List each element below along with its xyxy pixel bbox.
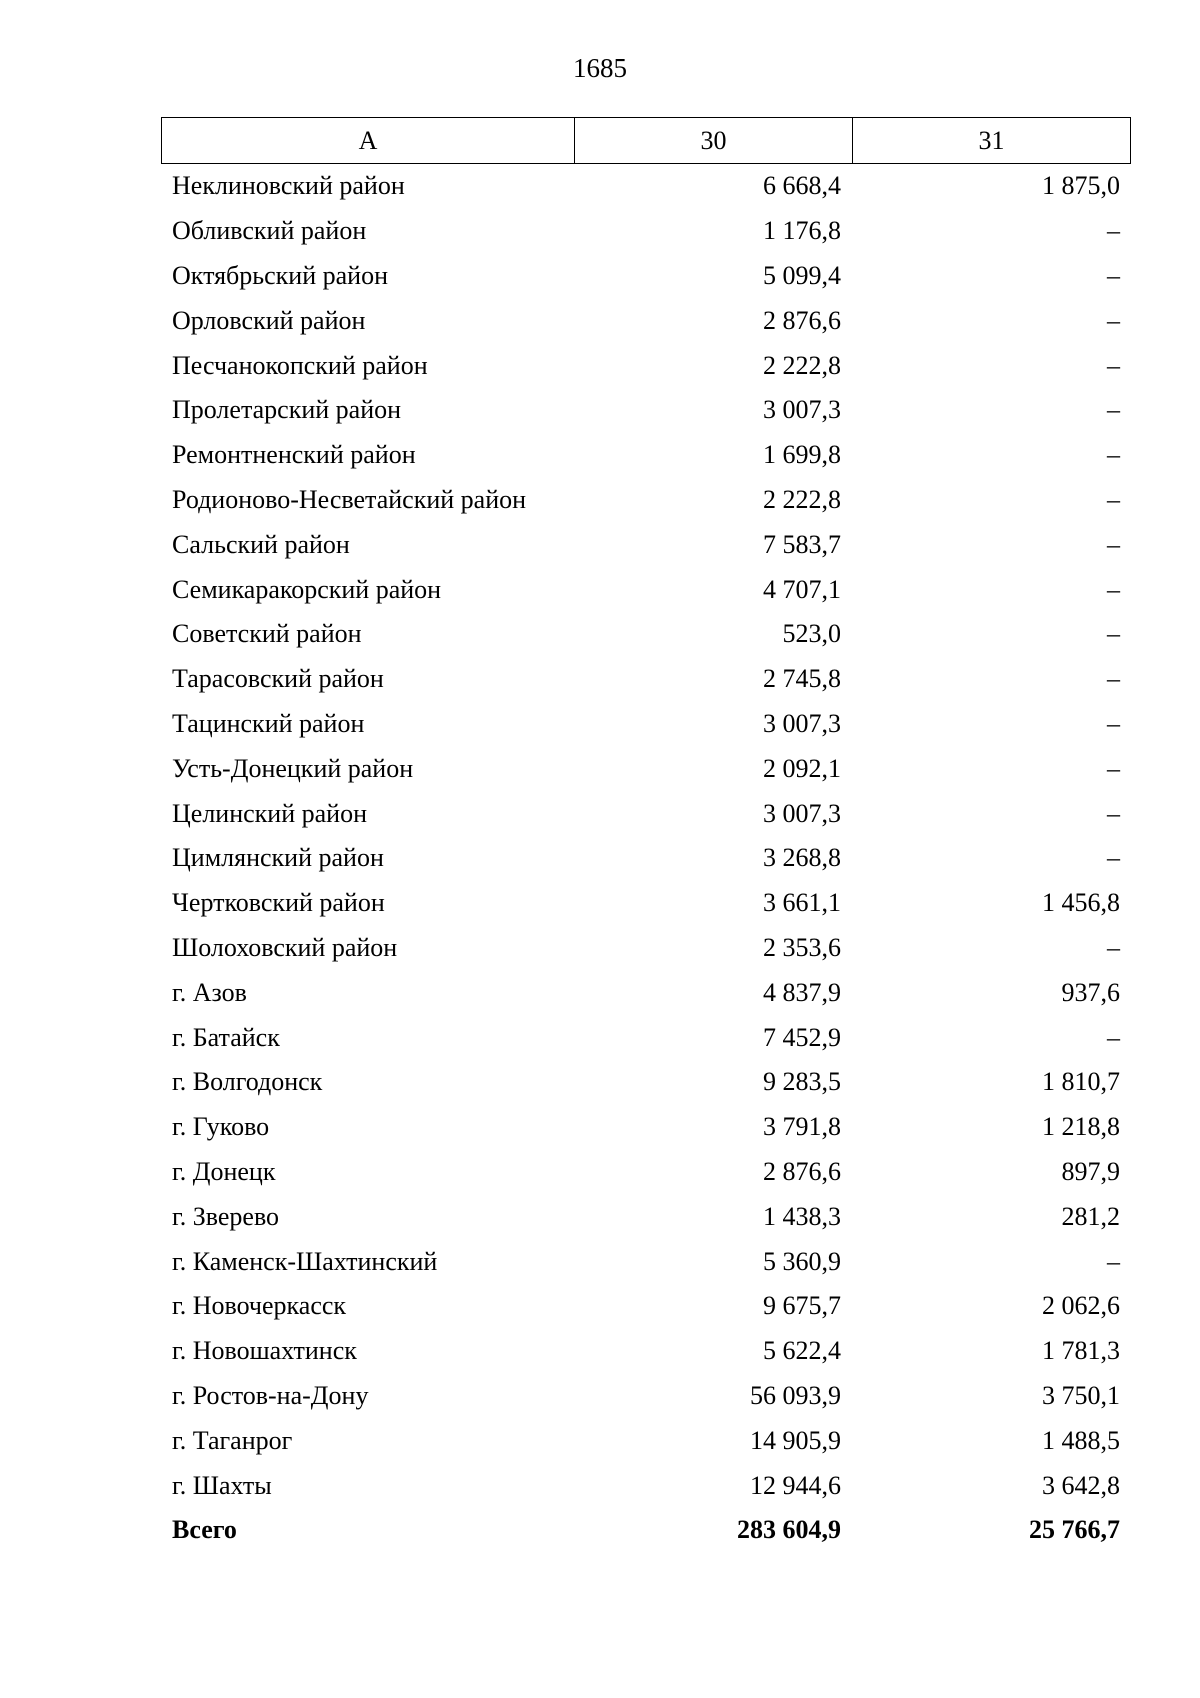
row-name: г. Новочеркасск: [172, 1291, 347, 1321]
row-name: Цимлянский район: [172, 843, 384, 873]
row-value-31: 1 456,8: [1042, 888, 1120, 918]
row-name: г. Зверево: [172, 1201, 280, 1231]
table-row: [161, 1060, 1131, 1105]
row-value-31: 1 810,7: [1042, 1067, 1120, 1097]
table-row: [161, 1374, 1131, 1419]
table-row: [161, 433, 1131, 478]
row-name: г. Шахты: [172, 1470, 272, 1500]
row-name: г. Азов: [172, 977, 247, 1007]
row-value-31: –: [1107, 798, 1120, 828]
header-col-30: 30: [575, 118, 853, 163]
row-value-30: 9 283,5: [763, 1067, 841, 1097]
row-value-31: 1 218,8: [1042, 1112, 1120, 1142]
row-value-31: 281,2: [1061, 1201, 1120, 1231]
row-name: Ремонтненский район: [172, 440, 416, 470]
row-value-31: –: [1107, 260, 1120, 290]
page-number: 1685: [573, 53, 627, 83]
row-value-30: 9 675,7: [763, 1291, 841, 1321]
row-name: Сальский район: [172, 529, 350, 559]
table-header: [161, 117, 1131, 164]
row-value-30: 56 093,9: [750, 1380, 841, 1410]
table-total-row: [161, 1508, 1131, 1553]
row-name: Тарасовский район: [172, 664, 384, 694]
row-value-31: –: [1107, 350, 1120, 380]
table-row: [161, 522, 1131, 567]
table-row: [161, 343, 1131, 388]
row-name: Семикаракорский район: [172, 574, 442, 604]
row-name: Песчанокопский район: [172, 350, 428, 380]
row-value-31: 937,6: [1061, 977, 1120, 1007]
table-row: [161, 1463, 1131, 1508]
row-value-31: –: [1107, 1022, 1120, 1052]
row-value-31: –: [1107, 305, 1120, 335]
table-row: [161, 478, 1131, 523]
row-value-30: 14 905,9: [750, 1425, 841, 1455]
row-value-30: 4 837,9: [763, 977, 841, 1007]
table-row: [161, 881, 1131, 926]
row-name: Чертковский район: [172, 888, 385, 918]
row-name: Обливский район: [172, 216, 367, 246]
table-row: [161, 1329, 1131, 1374]
row-value-30: 2 876,6: [763, 305, 841, 335]
row-value-30: 3 007,3: [763, 395, 841, 425]
row-value-31: –: [1107, 843, 1120, 873]
row-name: г. Гуково: [172, 1112, 270, 1142]
row-value-31: –: [1107, 1246, 1120, 1276]
row-value-30: 1 438,3: [763, 1201, 841, 1231]
table-row: [161, 164, 1131, 209]
row-value-30: 2 222,8: [763, 350, 841, 380]
row-name: г. Донецк: [172, 1156, 276, 1186]
row-value-30: 2 353,6: [763, 932, 841, 962]
header-col-31: 31: [978, 125, 1005, 155]
row-name: Тацинский район: [172, 708, 365, 738]
row-value-30: 2 876,6: [763, 1156, 841, 1186]
row-value-31: 1 488,5: [1042, 1425, 1120, 1455]
table-row: [161, 791, 1131, 836]
row-name: Шолоховский район: [172, 932, 398, 962]
table-row: [161, 970, 1131, 1015]
row-name: Усть-Донецкий район: [172, 753, 414, 783]
table-row: [161, 1150, 1131, 1195]
row-name: г. Ростов-на-Дону: [172, 1380, 369, 1410]
total-value-30: 283 604,9: [737, 1515, 841, 1545]
row-value-31: 3 642,8: [1042, 1470, 1120, 1500]
table-row: [161, 1194, 1131, 1239]
row-name: г. Волгодонск: [172, 1067, 323, 1097]
row-value-30: 3 661,1: [763, 888, 841, 918]
table-row: [161, 388, 1131, 433]
row-value-30: 2 092,1: [763, 753, 841, 783]
table-row: [161, 836, 1131, 881]
row-value-30: 523,0: [782, 619, 841, 649]
row-value-31: –: [1107, 664, 1120, 694]
table-row: [161, 1105, 1131, 1150]
row-value-31: 1 781,3: [1042, 1336, 1120, 1366]
row-value-31: –: [1107, 932, 1120, 962]
table-row: [161, 1284, 1131, 1329]
table-row: [161, 657, 1131, 702]
table-row: [161, 926, 1131, 971]
row-name: Целинский район: [172, 798, 367, 828]
row-name: Советский район: [172, 619, 362, 649]
table-row: [161, 702, 1131, 747]
table-row: [161, 1239, 1131, 1284]
row-value-30: 3 791,8: [763, 1112, 841, 1142]
row-value-30: 2 222,8: [763, 484, 841, 514]
row-name: Орловский район: [172, 305, 366, 335]
row-value-30: 1 699,8: [763, 440, 841, 470]
table-row: [161, 746, 1131, 791]
table-row: [161, 298, 1131, 343]
row-name: г. Новошахтинск: [172, 1336, 357, 1366]
table-row: [161, 1418, 1131, 1463]
total-label: Всего: [172, 1515, 237, 1545]
row-name: Пролетарский район: [172, 395, 402, 425]
row-value-30: 6 668,4: [763, 171, 841, 201]
header-col-a: А: [162, 118, 575, 163]
row-value-31: –: [1107, 619, 1120, 649]
row-value-30: 3 268,8: [763, 843, 841, 873]
row-value-30: 7 452,9: [763, 1022, 841, 1052]
row-value-31: –: [1107, 753, 1120, 783]
row-value-31: –: [1107, 529, 1120, 559]
row-value-31: 3 750,1: [1042, 1380, 1120, 1410]
row-value-30: 7 583,7: [763, 529, 841, 559]
table-row: [161, 1015, 1131, 1060]
row-value-30: 5 360,9: [763, 1246, 841, 1276]
row-value-30: 3 007,3: [763, 708, 841, 738]
row-value-31: –: [1107, 708, 1120, 738]
row-value-30: 3 007,3: [763, 798, 841, 828]
table-body: [161, 164, 1131, 1553]
row-name: Неклиновский район: [172, 171, 405, 201]
row-name: г. Каменск-Шахтинский: [172, 1246, 438, 1276]
row-value-30: 12 944,6: [750, 1470, 841, 1500]
row-name: Октябрьский район: [172, 260, 388, 290]
table-row: [161, 567, 1131, 612]
row-value-30: 1 176,8: [763, 216, 841, 246]
table-row: [161, 612, 1131, 657]
row-value-31: 897,9: [1061, 1156, 1120, 1186]
row-value-30: 5 099,4: [763, 260, 841, 290]
row-name: г. Таганрог: [172, 1425, 293, 1455]
row-value-31: –: [1107, 440, 1120, 470]
total-value-31: 25 766,7: [1029, 1515, 1120, 1545]
row-value-31: –: [1107, 395, 1120, 425]
row-value-31: –: [1107, 216, 1120, 246]
row-name: Родионово-Несветайский район: [172, 484, 527, 514]
row-value-30: 5 622,4: [763, 1336, 841, 1366]
table-row: [161, 209, 1131, 254]
row-name: г. Батайск: [172, 1022, 280, 1052]
table-row: [161, 254, 1131, 299]
row-value-31: 1 875,0: [1042, 171, 1120, 201]
row-value-30: 2 745,8: [763, 664, 841, 694]
row-value-31: –: [1107, 484, 1120, 514]
row-value-31: –: [1107, 574, 1120, 604]
row-value-31: 2 062,6: [1042, 1291, 1120, 1321]
row-value-30: 4 707,1: [763, 574, 841, 604]
